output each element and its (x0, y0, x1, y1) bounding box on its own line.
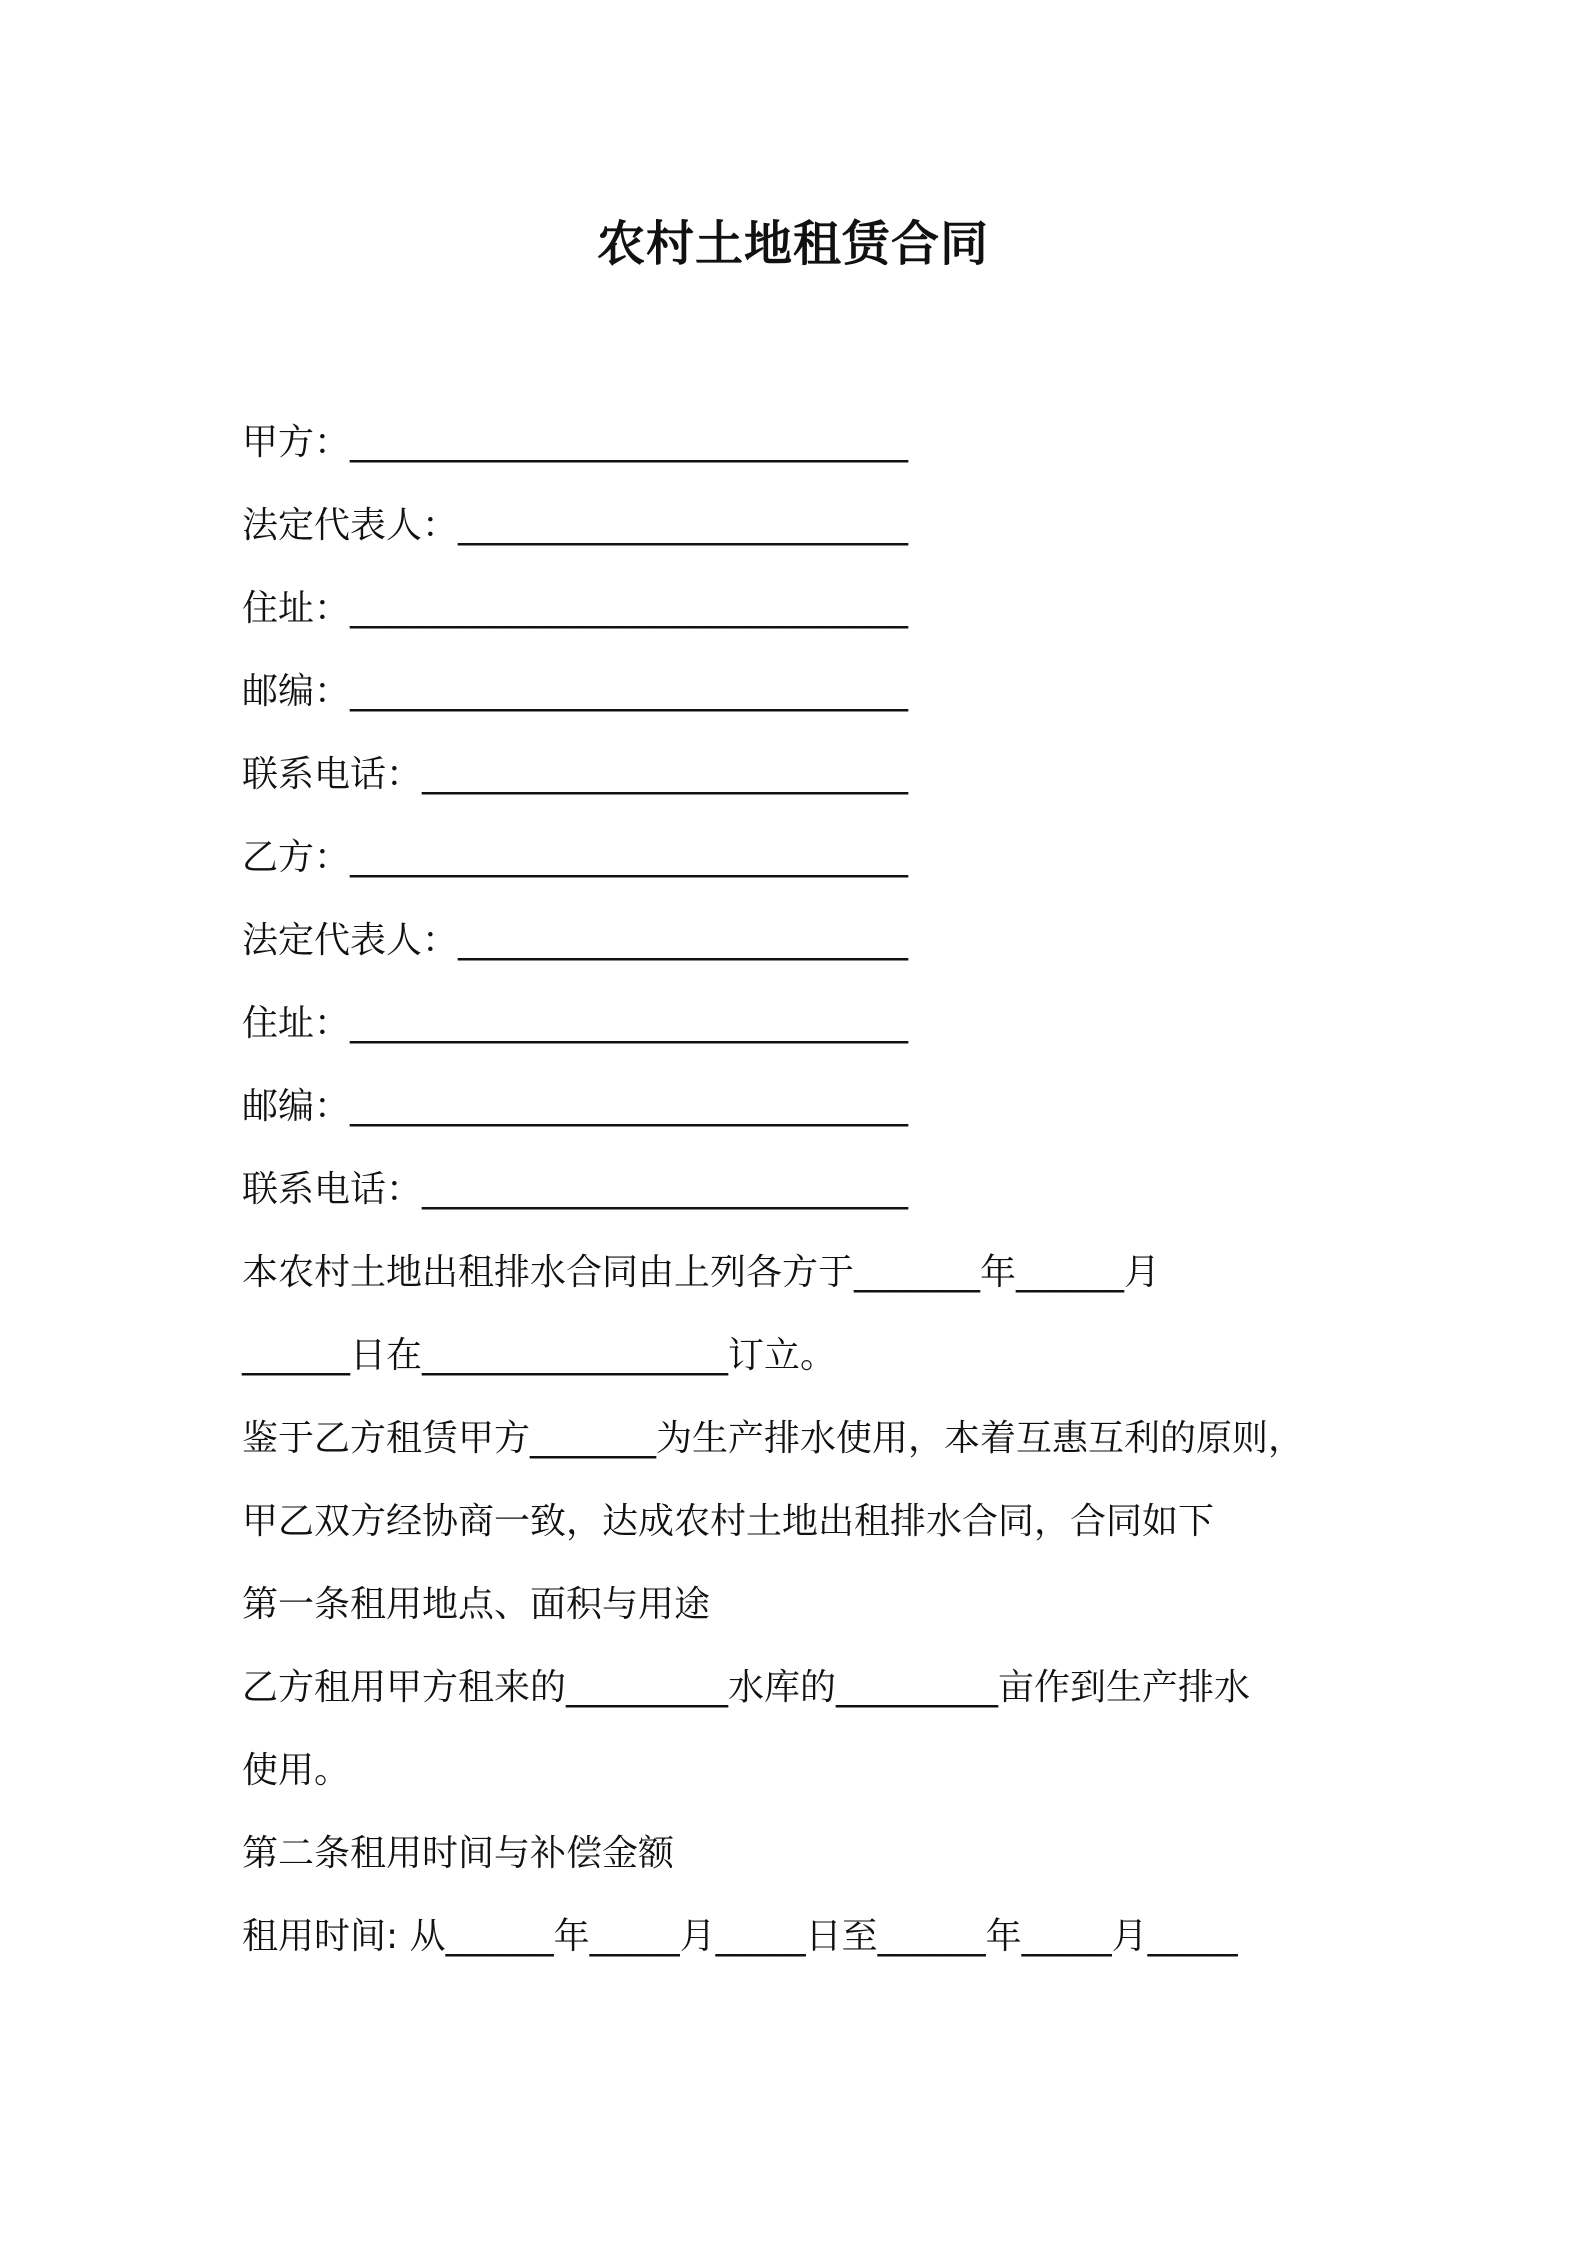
party-a-postcode-line: 邮编：_______________________________ (242, 671, 909, 712)
whereas-paragraph-line-2: 甲乙双方经协商一致，达成农村土地出租排水合同，合同如下 (242, 1501, 1215, 1542)
article-2-text-line-1: 租用时间: 从______年_____月_____日至______年_____月_____ (242, 1916, 1238, 1957)
party-b-address-line: 住址：_______________________________ (242, 1003, 909, 1044)
party-a-representative-line: 法定代表人：_________________________ (242, 505, 909, 546)
party-b-representative-line: 法定代表人：_________________________ (242, 920, 909, 961)
document-title: 农村土地租赁合同 (596, 216, 989, 272)
party-b-phone-line: 联系电话：___________________________ (242, 1169, 909, 1210)
article-1-heading: 第一条租用地点、面积与用途 (242, 1584, 711, 1625)
intro-paragraph-line-1: 本农村土地出租排水合同由上列各方于_______年______月 (242, 1252, 1161, 1293)
article-1-text-line-2: 使用。 (242, 1750, 351, 1791)
article-2-heading: 第二条租用时间与补偿金额 (242, 1833, 675, 1874)
whereas-paragraph-line-1: 鉴于乙方租赁甲方_______为生产排水使用，本着互惠互利的原则， (242, 1418, 1305, 1459)
party-b-line: 乙方：_______________________________ (242, 837, 909, 878)
party-b-postcode-line: 邮编：_______________________________ (242, 1086, 909, 1127)
article-1-text-line-1: 乙方租用甲方租来的_________水库的_________亩作到生产排水 (242, 1667, 1251, 1708)
party-a-line: 甲方：_______________________________ (242, 422, 909, 463)
party-a-address-line: 住址：_______________________________ (242, 588, 909, 629)
intro-paragraph-line-2: ______日在_________________订立。 (242, 1335, 837, 1376)
party-a-phone-line: 联系电话：___________________________ (242, 754, 909, 795)
